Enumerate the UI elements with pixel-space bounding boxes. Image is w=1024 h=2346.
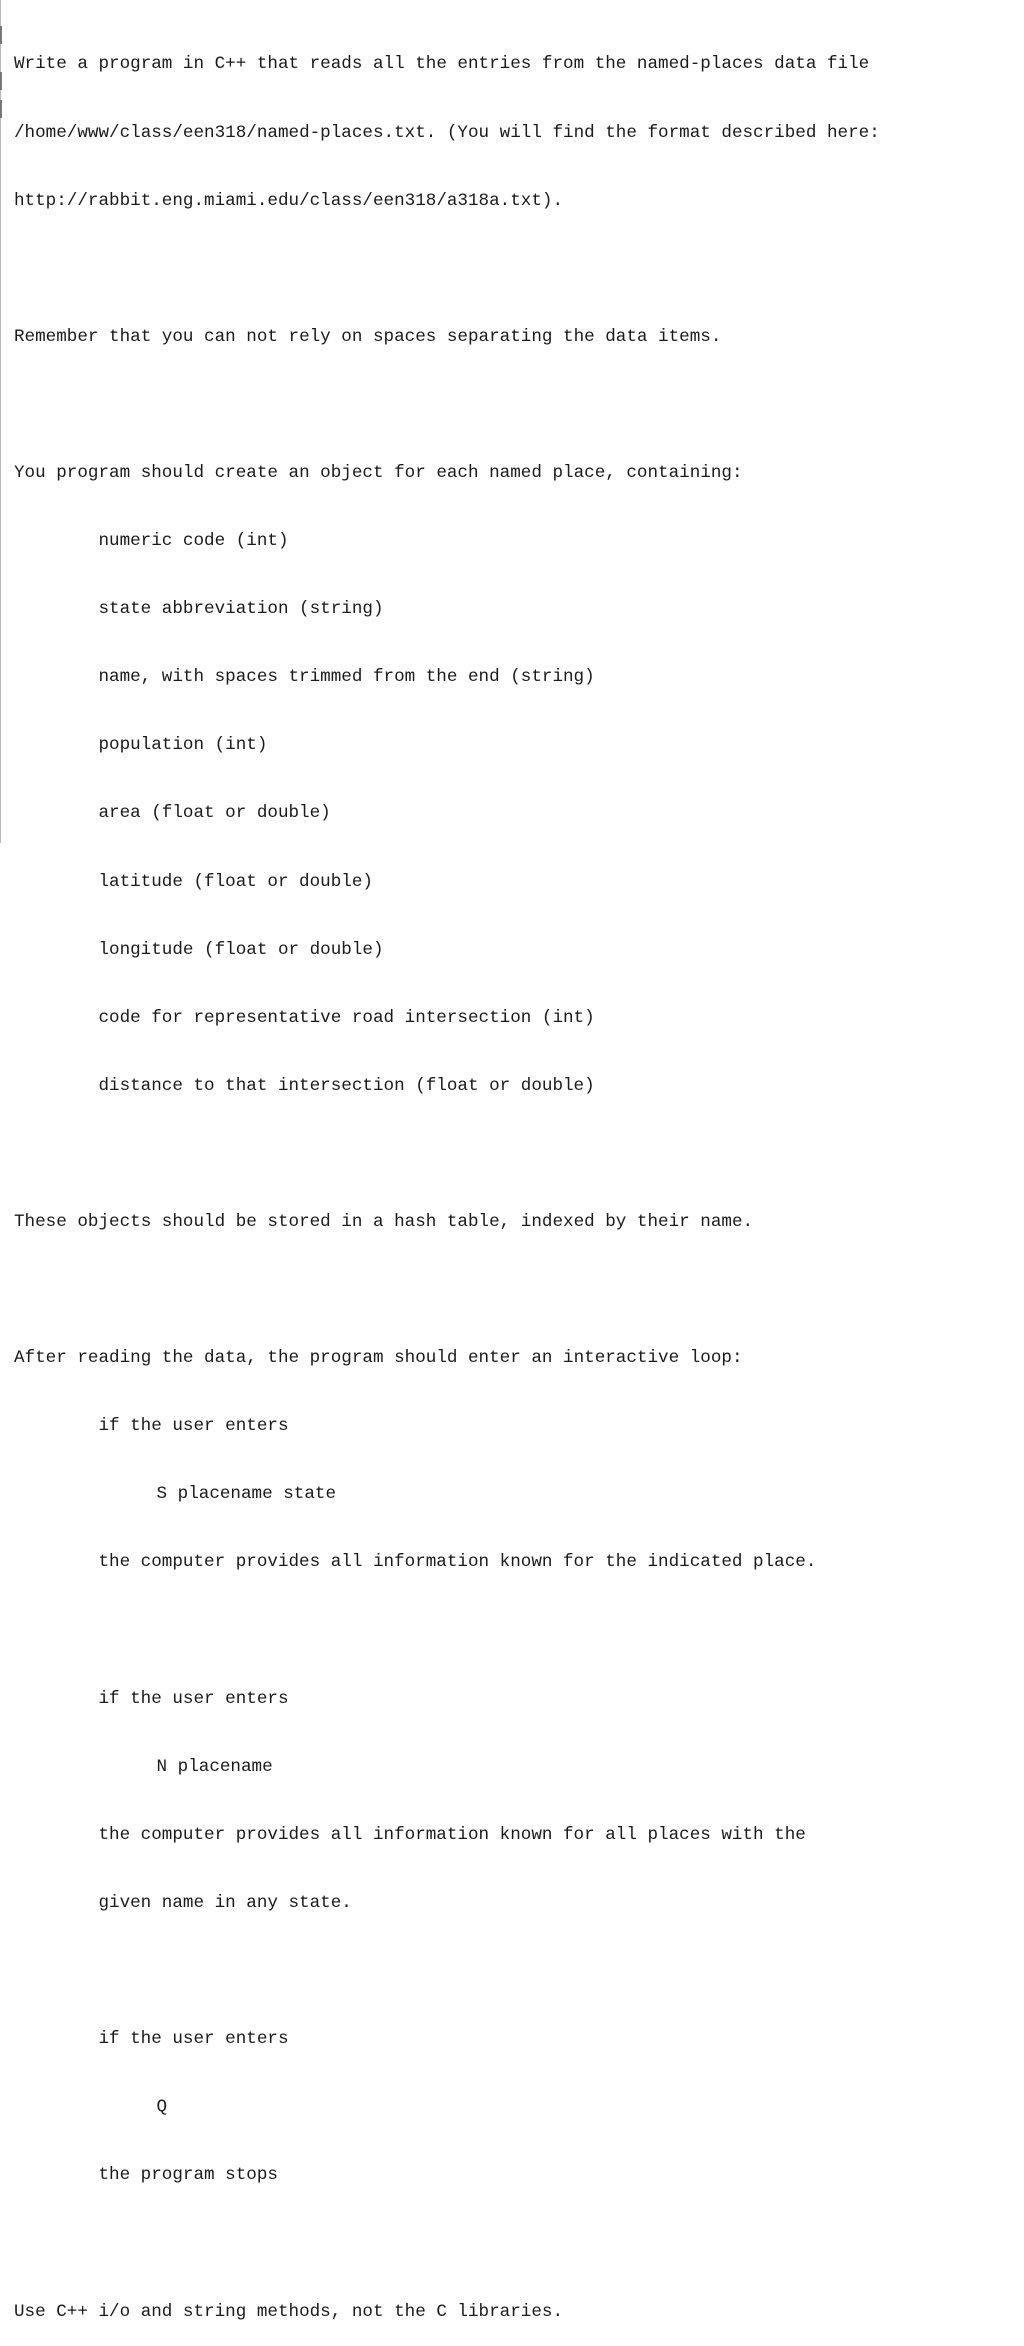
intro-line: /home/www/class/een318/named-places.txt. (You will find the format described here: bbox=[14, 122, 880, 143]
field-item: name, with spaces trimmed from the end (string) bbox=[98, 667, 595, 688]
blank-line bbox=[14, 1279, 880, 1302]
field-item: longitude (float or double) bbox=[98, 939, 384, 960]
page-left-border-mark bbox=[0, 72, 2, 90]
command-syntax: S placename state bbox=[156, 1484, 337, 1505]
blank-line bbox=[14, 1620, 880, 1643]
command-result: the computer provides all information known for all places with the bbox=[98, 1824, 806, 1845]
field-item: state abbreviation (string) bbox=[98, 599, 384, 620]
page-left-border-mark bbox=[0, 26, 2, 44]
command-syntax: Q bbox=[156, 2097, 168, 2118]
final-line: Use C++ i/o and string methods, not the C libraries. bbox=[14, 2301, 564, 2322]
remember-line: Remember that you can not rely on spaces separating the data items. bbox=[14, 326, 722, 347]
page-left-border-mark bbox=[0, 100, 2, 118]
command-result: given name in any state. bbox=[98, 1892, 352, 1913]
command-syntax: N placename bbox=[156, 1756, 273, 1777]
command-result: the program stops bbox=[98, 2165, 278, 2186]
command-result: the computer provides all information known for the indicated place. bbox=[98, 1552, 817, 1573]
field-item: population (int) bbox=[98, 735, 268, 756]
page-left-border bbox=[0, 0, 1, 843]
field-item: area (float or double) bbox=[98, 803, 331, 824]
loop-intro-line: After reading the data, the program should enter an interactive loop: bbox=[14, 1348, 743, 1369]
command-condition: if the user enters bbox=[98, 1688, 289, 1709]
blank-line bbox=[14, 1143, 880, 1166]
intro-line: http://rabbit.eng.miami.edu/class/een318/a318a.txt). bbox=[14, 190, 564, 211]
blank-line bbox=[14, 394, 880, 417]
field-item: numeric code (int) bbox=[98, 531, 289, 552]
assignment-text bbox=[14, 8, 880, 2346]
command-condition: if the user enters bbox=[98, 1416, 289, 1437]
field-item: code for representative road intersection (int) bbox=[98, 1007, 595, 1028]
object-intro-line: You program should create an object for each named place, containing: bbox=[14, 462, 743, 483]
hash-table-line: These objects should be stored in a hash table, indexed by their name. bbox=[14, 1212, 754, 1232]
blank-line bbox=[14, 2232, 880, 2255]
field-item: distance to that intersection (float or double) bbox=[98, 1075, 595, 1096]
blank-line bbox=[14, 258, 880, 281]
blank-line bbox=[14, 1960, 880, 1983]
intro-line: Write a program in C++ that reads all the entries from the named-places data file bbox=[14, 54, 870, 75]
field-item: latitude (float or double) bbox=[98, 871, 373, 892]
command-condition: if the user enters bbox=[98, 2029, 289, 2050]
